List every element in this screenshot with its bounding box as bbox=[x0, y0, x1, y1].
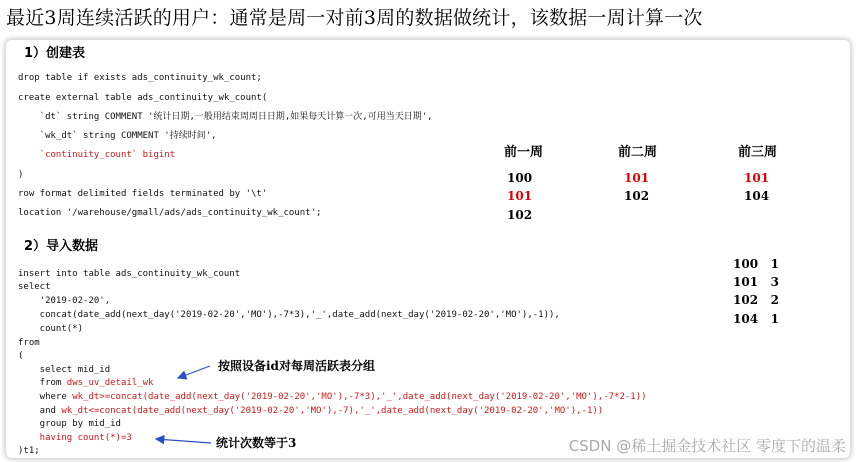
content-panel bbox=[6, 40, 850, 458]
result-id: 102 bbox=[733, 293, 759, 307]
code-date: '2019-02-20', bbox=[18, 296, 111, 306]
result-id: 101 bbox=[733, 275, 759, 289]
code-create-line: create external table ads_continuity_wk_count( bbox=[18, 93, 268, 103]
code-having: having count(*)=3 bbox=[18, 433, 132, 443]
week-header-2: 前二周 bbox=[618, 145, 658, 160]
group-annotation: 按照设备id对每周活跃表分组 bbox=[218, 359, 375, 373]
result-id: 104 bbox=[733, 312, 759, 326]
week-header-3: 前三周 bbox=[738, 145, 778, 160]
week-header-1: 前一周 bbox=[504, 145, 544, 160]
code-select: select bbox=[18, 282, 51, 292]
code-table-name: dws_uv_detail_wk bbox=[66, 378, 154, 388]
annotation-arrows bbox=[6, 40, 850, 458]
code-where-condition: wk_dt>=concat(date_add(next_day('2019-02-20','MO'),-7*3),'_',date_add(next_day('2019-02-20','MO'),-7*2-1)) bbox=[72, 392, 647, 402]
page-title: 最近3周连续活跃的用户：通常是周一对前3周的数据做统计，该数据一周计算一次 bbox=[6, 7, 703, 29]
count-arrow-icon bbox=[156, 439, 211, 443]
section-heading-import: 2）导入数据 bbox=[24, 239, 99, 254]
week-cell: 101 bbox=[507, 189, 533, 203]
code-row-format: row format delimited fields terminated by '\t' bbox=[18, 189, 268, 199]
code-from: from bbox=[18, 338, 40, 348]
code-wkdt-line: `wk_dt` string COMMENT '持续时间', bbox=[18, 131, 217, 141]
code-insert: insert into table ads_continuity_wk_count bbox=[18, 269, 241, 279]
code-and-condition: wk_dt<=concat(date_add(next_day('2019-02-20','MO'),-7),'_',date_add(next_day('2019-02-20','MO'),-1)) bbox=[61, 406, 604, 416]
code-count: count(*) bbox=[18, 324, 84, 334]
code-close-paren: ) bbox=[18, 170, 24, 180]
result-count: 2 bbox=[770, 293, 779, 307]
watermark: CSDN @稀土掘金技术社区 零度下的温柔 bbox=[568, 437, 846, 455]
code-location: location '/warehouse/gmall/ads/ads_continuity_wk_count'; bbox=[18, 208, 322, 218]
week-cell: 102 bbox=[624, 189, 650, 203]
result-count: 3 bbox=[770, 275, 779, 289]
code-open-paren: ( bbox=[18, 351, 24, 361]
code-from-keyword: from bbox=[18, 378, 67, 388]
result-count: 1 bbox=[770, 257, 779, 271]
code-end: )t1; bbox=[18, 446, 40, 456]
result-count: 1 bbox=[770, 312, 779, 326]
week-cell: 104 bbox=[744, 189, 770, 203]
count-annotation: 统计次数等于3 bbox=[216, 436, 297, 450]
code-select-mid: select mid_id bbox=[18, 365, 111, 375]
code-dt-line: `dt` string COMMENT '统计日期,一般用结束周周日日期,如果每天计算一次,可用当天日期', bbox=[18, 112, 433, 122]
code-drop-line: drop table if exists ads_continuity_wk_count; bbox=[18, 73, 262, 83]
code-concat: concat(date_add(next_day('2019-02-20','MO'),-7*3),'_',date_add(next_day('2019-02-20','MO'),-1)), bbox=[18, 310, 560, 320]
week-cell: 101 bbox=[624, 171, 650, 185]
week-cell: 100 bbox=[507, 171, 533, 185]
group-arrow-icon bbox=[178, 366, 210, 378]
code-count-line: `continuity_count` bigint bbox=[18, 150, 176, 160]
code-group-by: group by mid_id bbox=[18, 419, 121, 429]
result-id: 100 bbox=[733, 257, 759, 271]
week-cell: 101 bbox=[744, 171, 770, 185]
code-where-keyword: where bbox=[18, 392, 73, 402]
week-cell: 102 bbox=[507, 208, 533, 222]
code-and-keyword: and bbox=[18, 406, 62, 416]
section-heading-create: 1）创建表 bbox=[24, 46, 86, 61]
